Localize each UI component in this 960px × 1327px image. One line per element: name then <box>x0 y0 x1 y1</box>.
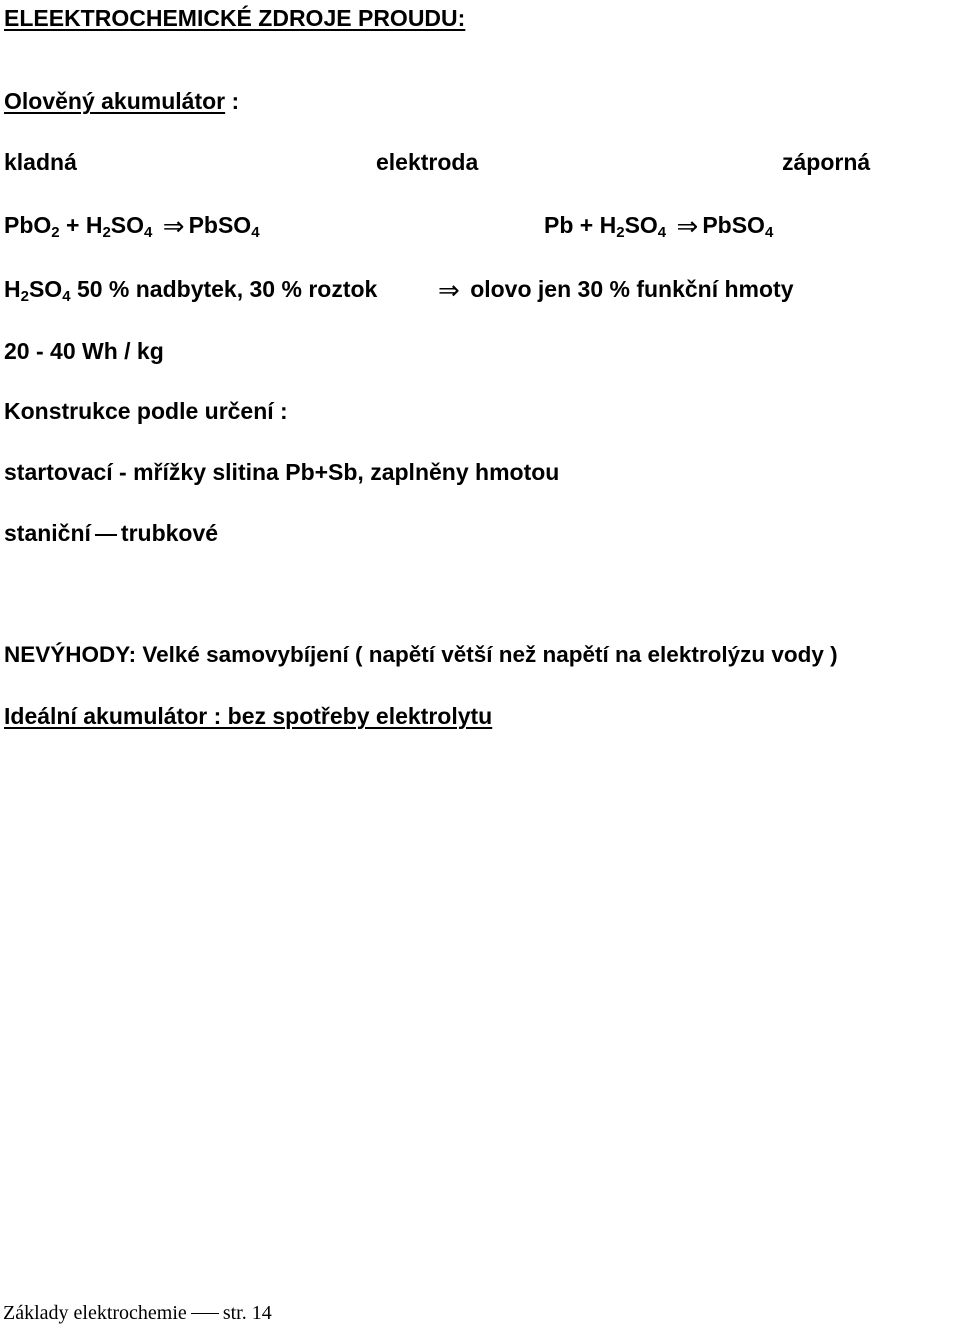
page-title: ELEEKTROCHEMICKÉ ZDROJE PROUDU: <box>4 5 466 31</box>
section-heading-text: Olověný akumulátor <box>4 88 226 114</box>
implies-arrow-icon: ⇒ <box>676 212 699 242</box>
section-heading-colon: : <box>225 88 240 114</box>
ideal-accumulator-text: Ideální akumulátor : bez spotřeby elektrolytu <box>4 703 493 729</box>
dash-icon <box>191 1313 219 1314</box>
positive-electrode-reaction: $PbO_2 + H_2SO_4$ ⇒ PbSO$_4$ <box>4 212 260 242</box>
implies-arrow-icon: ⇒ <box>162 212 185 242</box>
column-left-label: kladná <box>4 149 77 175</box>
page-footer: Základy elektrochemie str. 14 <box>3 1302 272 1324</box>
construction-label: Konstrukce podle určení : <box>4 398 288 424</box>
excess-result: ⇒ olovo jen 30 % funkční hmoty <box>438 276 794 306</box>
excess-line: $H_2SO_4$ 50 % nadbytek, 30 % roztok <box>4 276 378 305</box>
dash-icon <box>95 534 117 536</box>
starter-battery-text: startovací - mřížky slitina Pb+Sb, zaplněny hmotou <box>4 459 560 485</box>
section-heading <box>4 87 239 115</box>
negative-electrode-reaction: $Pb + H_2SO_4$ ⇒ PbSO$_4$ <box>544 212 774 242</box>
excess-text: 50 % nadbytek, 30 % roztok <box>76 276 378 302</box>
implies-arrow-icon: ⇒ <box>438 276 460 306</box>
disadvantages-text: NEVÝHODY: Velké samovybíjení ( napětí větší než napětí na elektrolýzu vody ) <box>4 642 838 667</box>
column-middle-label: elektroda <box>376 149 479 175</box>
column-right-label: záporná <box>782 149 871 175</box>
stationary-battery-text: staniční trubkové <box>4 520 219 546</box>
energy-density: 20 - 40 Wh / kg <box>4 338 164 364</box>
